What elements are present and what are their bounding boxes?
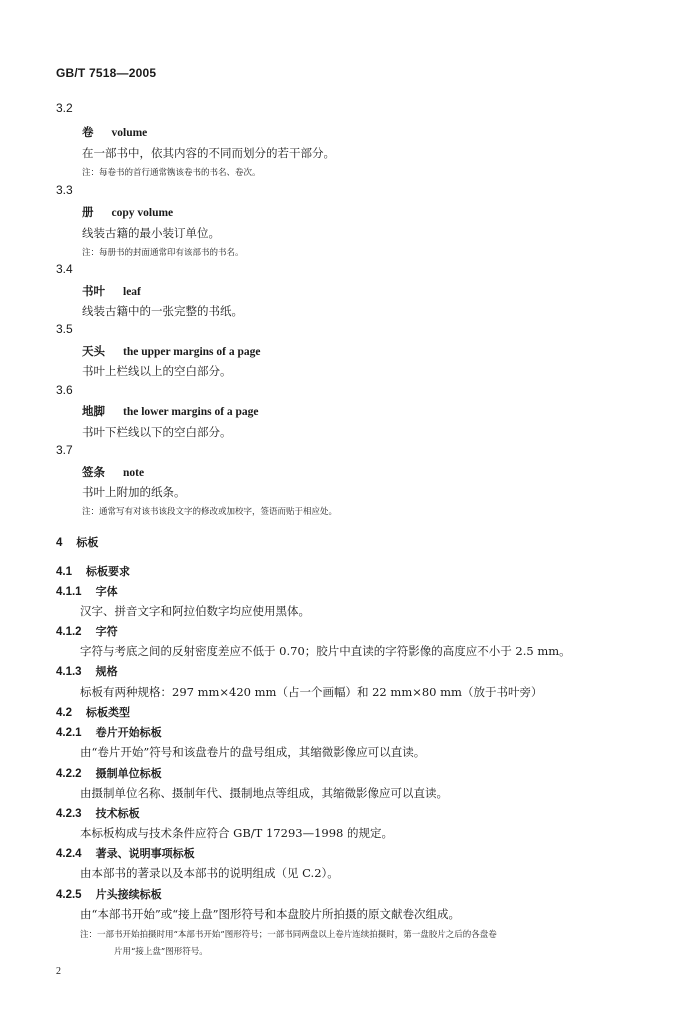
subsection-number: 4.2.1 (56, 727, 82, 739)
subsection-title: 卷片开始标板 (95, 726, 162, 739)
subsection-body: 标板有两种规格：297 mm×420 mm（占一个画幅）和 22 mm×80 mm（放于书叶旁） (80, 685, 543, 699)
term-en: the upper margins of a page (123, 346, 261, 358)
term-zh: 卷 (82, 125, 94, 139)
term-definition: 书叶上栏线以上的空白部分。 (82, 364, 232, 378)
subsection-title: 摄制单位标板 (95, 767, 162, 780)
term-definition: 书叶上附加的纸条。 (82, 485, 186, 499)
term-zh: 地脚 (82, 404, 105, 418)
subsection-title: 标板类型 (86, 706, 130, 719)
term-en: volume (111, 127, 148, 139)
clause-number: 3.2 (56, 101, 73, 115)
subsection-heading (56, 724, 162, 740)
term-definition: 线装古籍中的一张完整的书纸。 (82, 304, 243, 318)
subsection-heading (56, 704, 130, 720)
term-en: the lower margins of a page (123, 406, 259, 418)
subsection-body: 字符与考底之间的反射密度差应不低于 0.70；胶片中直读的字符影像的高度应不小于 2.5 mm。 (80, 644, 571, 658)
term-en: leaf (123, 286, 141, 298)
clause-number: 3.3 (56, 183, 73, 197)
subsection-number: 4.1.2 (56, 626, 82, 638)
subsection-heading (56, 765, 162, 781)
subsection-heading (56, 663, 118, 679)
clause-number: 3.6 (56, 383, 73, 397)
clause-number: 3.4 (56, 262, 73, 276)
term-zh: 册 (82, 205, 94, 219)
subsection-title: 著录、说明事项标板 (95, 847, 195, 860)
page-number: 2 (56, 966, 61, 977)
final-note-line2: 片用“接上盘”图形符号。 (114, 947, 208, 957)
subsection-body: 由本部书的著录以及本部书的说明组成（见 C.2）。 (80, 866, 339, 880)
term-heading (82, 343, 260, 359)
term-heading (82, 283, 141, 299)
term-definition: 书叶下栏线以下的空白部分。 (82, 425, 232, 439)
section-title: 标板 (76, 536, 99, 549)
term-definition: 线装古籍的最小装订单位。 (82, 226, 220, 240)
subsection-number: 4.2.5 (56, 889, 82, 901)
term-note: 注：每卷书的首行通常镌该卷书的书名、卷次。 (82, 168, 261, 178)
subsection-body: 汉字、拼音文字和阿拉伯数字均应使用黑体。 (80, 604, 310, 618)
subsection-title: 字符 (95, 625, 118, 638)
final-note-line1: 注：一部书开始拍摄时用“本部书开始”图形符号；一部书同两盘以上卷片连续拍摄时，第一盘胶片之后的各盘卷 (80, 930, 497, 940)
subsection-title: 技术标板 (95, 807, 140, 820)
subsection-number: 4.2.2 (56, 768, 82, 780)
subsection-body: 本标板构成与技术条件应符合 GB/T 17293—1998 的规定。 (80, 826, 393, 840)
subsection-heading (56, 805, 140, 821)
clause-number: 3.7 (56, 443, 73, 457)
subsection-body: 由“本部书开始”或“接上盘”图形符号和本盘胶片所拍摄的原文献卷次组成。 (80, 907, 461, 921)
subsection-heading (56, 623, 118, 639)
section-number: 4 (56, 537, 63, 549)
subsection-heading (56, 886, 162, 902)
subsection-heading (56, 845, 195, 861)
term-en: copy volume (111, 207, 174, 219)
subsection-number: 4.1.1 (56, 586, 82, 598)
term-heading (82, 124, 147, 140)
standard-number-header: GB/T 7518—2005 (56, 66, 157, 80)
term-en: note (123, 467, 145, 479)
subsection-title: 规格 (95, 665, 118, 678)
term-heading (82, 204, 173, 220)
subsection-body: 由摄制单位名称、摄制年代、摄制地点等组成，其缩微影像应可以直读。 (80, 786, 448, 800)
subsection-number: 4.1.3 (56, 666, 82, 678)
term-definition: 在一部书中，依其内容的不同而划分的若干部分。 (82, 146, 335, 160)
term-note: 注：每册书的封面通常印有该部书的书名。 (82, 248, 244, 258)
subsection-number: 4.2.4 (56, 848, 82, 860)
term-zh: 天头 (82, 344, 105, 358)
term-zh: 签条 (82, 465, 105, 479)
subsection-title: 字体 (95, 585, 118, 598)
term-zh: 书叶 (82, 284, 105, 298)
term-note: 注：通常写有对该书该段文字的修改或加校字，签语而贴于相应处。 (82, 507, 338, 517)
clause-number: 3.5 (56, 322, 73, 336)
term-heading (82, 464, 144, 480)
subsection-title: 片头接续标板 (95, 888, 162, 901)
subsection-heading (56, 563, 130, 579)
term-heading (82, 403, 259, 419)
subsection-number: 4.1 (56, 566, 72, 578)
subsection-heading (56, 583, 118, 599)
subsection-title: 标板要求 (86, 565, 130, 578)
subsection-number: 4.2.3 (56, 808, 82, 820)
subsection-body: 由“卷片开始”符号和该盘卷片的盘号组成，其缩微影像应可以直读。 (80, 745, 426, 759)
subsection-number: 4.2 (56, 707, 72, 719)
section-heading (56, 534, 98, 550)
